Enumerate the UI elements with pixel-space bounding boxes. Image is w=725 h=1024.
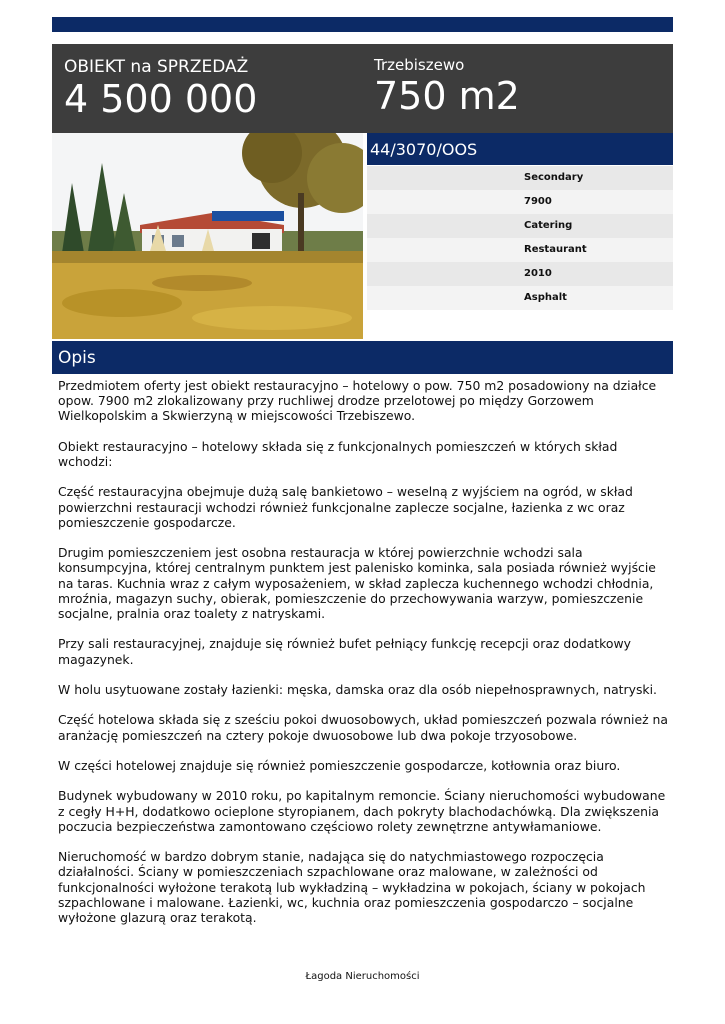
spec-row: [367, 238, 673, 262]
footer-company-name: Łagoda Nieruchomości: [305, 971, 420, 982]
spec-row: [367, 262, 673, 286]
area-value: 750 m2: [374, 74, 520, 118]
description-paragraph: Część restauracyjna obejmuje dużą salę bankietowo – weselną z wyjściem na ogród, w skład powierzchni restauracji wchodzi również funkcjonalne zaplecze socjalne, łazienka z wc oraz pomieszczenie gospodarcze.: [58, 484, 633, 530]
section-title: Opis: [58, 348, 96, 368]
description-paragraph: Przedmiotem oferty jest obiekt restauracyjno – hotelowy o pow. 750 m2 posadowiony na działce opow. 7900 m2 zlokalizowany przy ruchliwej drodze przelotowej po między Gorzowem Wielkopolskim a Skwierzyną w miejscowości Trzebiszewo.: [58, 378, 657, 424]
location-label: Trzebiszewo: [374, 56, 465, 74]
top-accent-bar: [52, 17, 673, 32]
listing-header: [52, 44, 673, 133]
spec-value: Restaurant: [524, 244, 587, 255]
spec-row: [367, 190, 673, 214]
description-paragraph: Obiekt restauracyjno – hotelowy składa się z funkcjonalnych pomieszczeń w których skład wchodzi:: [58, 438, 618, 469]
price: 4 500 000: [64, 77, 258, 121]
description-paragraph: Część hotelowa składa się z sześciu pokoi dwuosobowych, układ pomieszczeń pozwala również na aranżację pomieszczeń na cztery pokoje dwuosobowe lub dwa pokoje trzyosobowe.: [58, 712, 668, 743]
property-photo: [52, 133, 363, 339]
description-paragraph: Przy sali restauracyjnej, znajduje się również bufet pełniący funkcję recepcji oraz dodatkowy magazynek.: [58, 636, 631, 667]
description-paragraph: Nieruchomość w bardzo dobrym stanie, nadająca się do natychmiastowego rozpoczęcia działalności. Ściany w pomieszczeniach szpachlowane oraz malowane, w zależności od funkcjonalności wyłożone terakotą lub wykładziną – wykładzina w pokojach, ściany w pokojach szpachlowane i malowane. Łazienki, wc, kuchnia oraz pomieszczenia gospodarczo – socjalne wyłożone glazurą oraz terakotą.: [58, 849, 646, 925]
description-body: [58, 378, 670, 940]
property-specs-table: [367, 166, 673, 310]
spec-row: [367, 214, 673, 238]
description-paragraph: W holu usytuowane zostały łazienki: męska, damska oraz dla osób niepełnosprawnych, natryski.: [58, 681, 657, 697]
spec-value: Catering: [524, 220, 573, 231]
spec-row: [367, 286, 673, 310]
reference-number: 44/3070/OOS: [370, 140, 478, 159]
spec-row: [367, 166, 673, 190]
spec-value: 7900: [524, 196, 552, 207]
description-paragraph: W części hotelowej znajduje się również pomieszczenie gospodarcze, kotłownia oraz biuro.: [58, 757, 621, 773]
reference-number-bar: [367, 133, 673, 165]
spec-value: 2010: [524, 268, 552, 279]
offer-type-label: OBIEKT na SPRZEDAŻ: [64, 57, 249, 77]
description-paragraph: Budynek wybudowany w 2010 roku, po kapitalnym remoncie. Ściany nieruchomości wybudowane z cegły H+H, dodatkowo ocieplone styropianem, dach pokryty blachodachówką. Dla zwiększenia poczucia bezpieczeństwa zamontowano częściowo rolety zewnętrzne antywłamaniowe.: [58, 788, 666, 834]
description-section-header: [52, 341, 673, 374]
spec-value: Asphalt: [524, 292, 567, 303]
description-paragraph: Drugim pomieszczeniem jest osobna restauracja w której powierzchnie wchodzi sala konsumpcyjna, której centralnym punktem jest palenisko kominka, sala posiada również wyjście na taras. Kuchnia wraz z całym wyposażeniem, w skład zaplecza kuchennego wchodzi chłodnia, mroźnia, magazyn suchy, obierak, pomieszczenie do przechowywania warzyw, pomieszczenie socjalne, pralnia oraz toalety z natryskami.: [58, 545, 656, 621]
spec-value: Secondary: [524, 172, 584, 183]
